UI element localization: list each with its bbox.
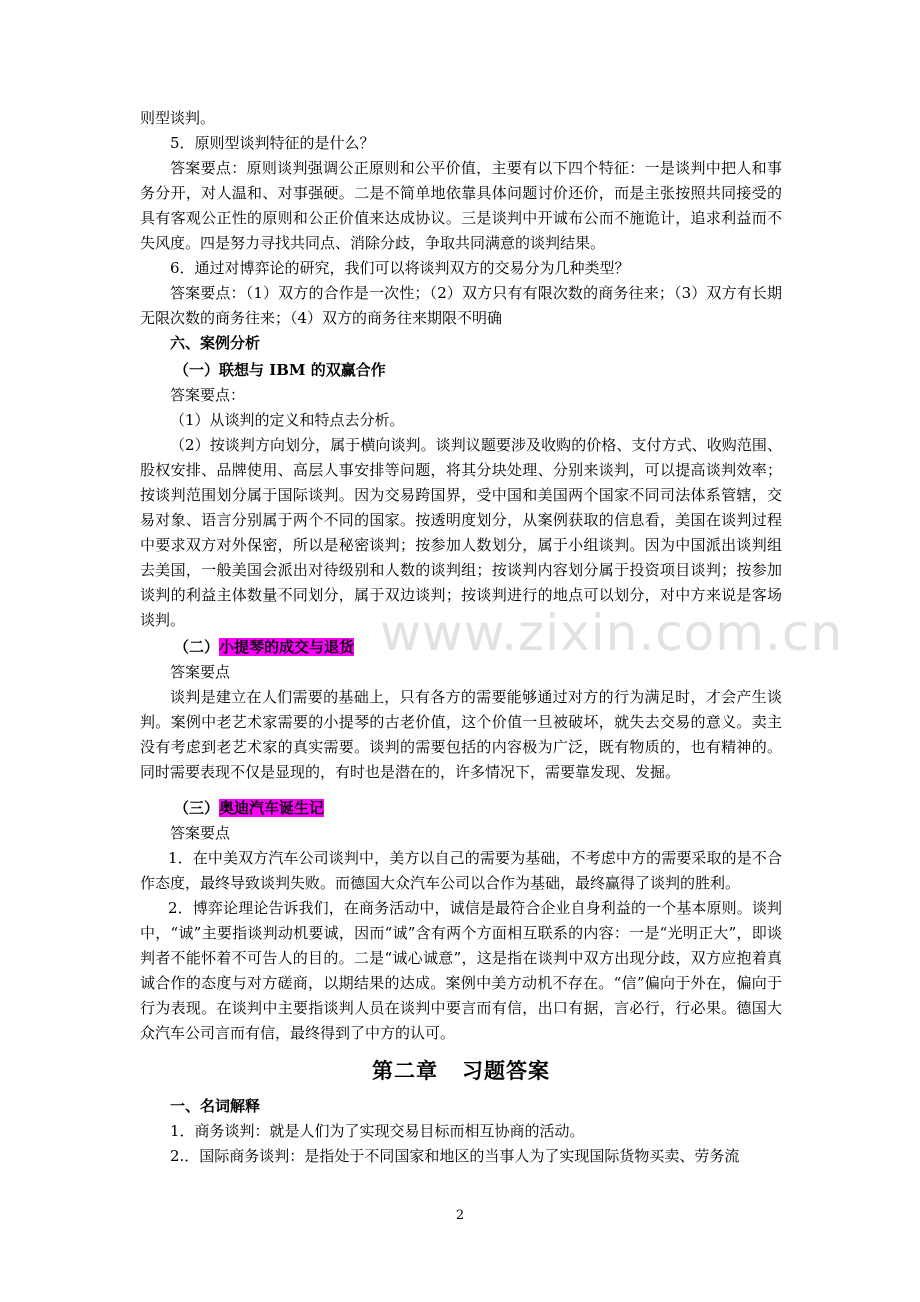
case-3-prefix: （三） — [174, 799, 220, 817]
case-1-title: （一）联想与 IBM 的双赢合作 — [174, 361, 386, 379]
paragraph-continuation: 则型谈判。 — [140, 109, 216, 127]
case-3-answer-label: 答案要点 — [170, 824, 231, 842]
answer-5: 答案要点：原则谈判强调公正原则和公平价值，主要有以下四个特征：一是谈判中把人和事务分开，对人温和、对事强硬。二是不简单地依靠具体问题讨价还价，而是主张按照共同接受的具有客观公正性的原则和公正价值来达成协议。三是谈判中开诚布公而不施诡计，追求利益而不失风度。四是努力寻找共同点、消除分歧，争取共同满意的谈判结果。 — [140, 159, 782, 252]
chapter-subtitle: 习题答案 — [462, 1058, 550, 1083]
definition-1: 1．商务谈判：就是人们为了实现交易目标而相互协商的活动。 — [170, 1122, 585, 1140]
case-2-title-highlight: 小提琴的成交与退货 — [219, 638, 355, 656]
definition-2: 2.．国际商务谈判：是指处于不同国家和地区的当事人为了实现国际货物买卖、劳务流 — [170, 1147, 740, 1165]
question-5: 5．原则型谈判特征的是什么？ — [170, 134, 375, 152]
chapter-number: 第二章 — [372, 1058, 438, 1083]
case-3-title-highlight: 奥迪汽车诞生记 — [219, 799, 325, 817]
case-2-heading — [140, 634, 782, 660]
case-2-prefix: （二） — [174, 638, 220, 656]
page-content — [140, 106, 782, 1169]
case-2-answer-label: 答案要点 — [170, 663, 231, 681]
chapter-title — [140, 1056, 782, 1086]
section-heading-case-analysis: 六、案例分析 — [170, 334, 261, 352]
case-3-point-1: 1．在中美双方汽车公司谈判中，美方以自己的需要为基础，不考虑中方的需要采取的是不合作态度，最终导致谈判失败。而德国大众汽车公司以合作为基础，最终赢得了谈判的胜利。 — [140, 849, 782, 892]
question-6: 6．通过对博弈论的研究，我们可以将谈判双方的交易分为几种类型？ — [170, 259, 630, 277]
answer-6: 答案要点：（1）双方的合作是一次性；（2）双方只有有限次数的商务往来；（3）双方有长期无限次数的商务往来；（4）双方的商务往来期限不明确 — [140, 284, 782, 327]
page-number: 2 — [455, 1208, 465, 1223]
case-3-heading — [140, 795, 782, 821]
case-1-point-2: （2）按谈判方向划分，属于横向谈判。谈判议题要涉及收购的价格、支付方式、收购范围、股权安排、品牌使用、高层人事安排等问题，将其分块处理、分别来谈判，可以提高谈判效率；按谈判范围划分属于国际谈判。因为交易跨国界，受中国和美国两个国家不同司法体系管辖，交易对象、语言分别属于两个不同的国家。按透明度划分，从案例获取的信息看，美国在谈判过程中要求双方对外保密，所以是秘密谈判；按参加人数划分，属于小组谈判。因为中国派出谈判组去美国，一般美国会派出对待级别和人数的谈判组；按谈判内容划分属于投资项目谈判；按参加谈判的利益主体数量不同划分，属于双边谈判；按谈判进行的地点可以划分，对中方来说是客场谈判。 — [140, 436, 782, 629]
case-2-body: 谈判是建立在人们需要的基础上，只有各方的需要能够通过对方的行为满足时，才会产生谈判。案例中老艺术家需要的小提琴的古老价值，这个价值一旦被破坏，就失去交易的意义。卖主没有考虑到老艺术家的真实需要。谈判的需要包括的内容极为广泛，既有物质的，也有精神的。同时需要表现不仅是显现的，有时也是潜在的，许多情况下，需要靠发现、发掘。 — [140, 688, 782, 781]
case-1-point-1: （1）从谈判的定义和特点去分析。 — [170, 411, 405, 429]
case-3-point-2: 2．博弈论理论告诉我们，在商务活动中，诚信是最符合企业自身利益的一个基本原则。谈判中，“诚”主要指谈判动机要诚，因而“诚”含有两个方面相互联系的内容：一是“光明正大”，即谈判者不能怀着不可告人的目的。二是“诚心诚意”，这是指在谈判中双方出现分歧，双方应抱着真诚合作的态度与对方磋商，以期结果的达成。案例中美方动机不存在。“信”偏向于外在，偏向于行为表现。在谈判中主要指谈判人员在谈判中要言而有信，出口有据，言必行，行必果。德国大众汽车公司言而有信，最终得到了中方的认可。 — [140, 899, 782, 1042]
case-1-answer-label: 答案要点： — [170, 386, 246, 404]
section-heading-terms: 一、名词解释 — [170, 1097, 261, 1115]
watermark: www.zixin.com.cn — [380, 604, 844, 662]
